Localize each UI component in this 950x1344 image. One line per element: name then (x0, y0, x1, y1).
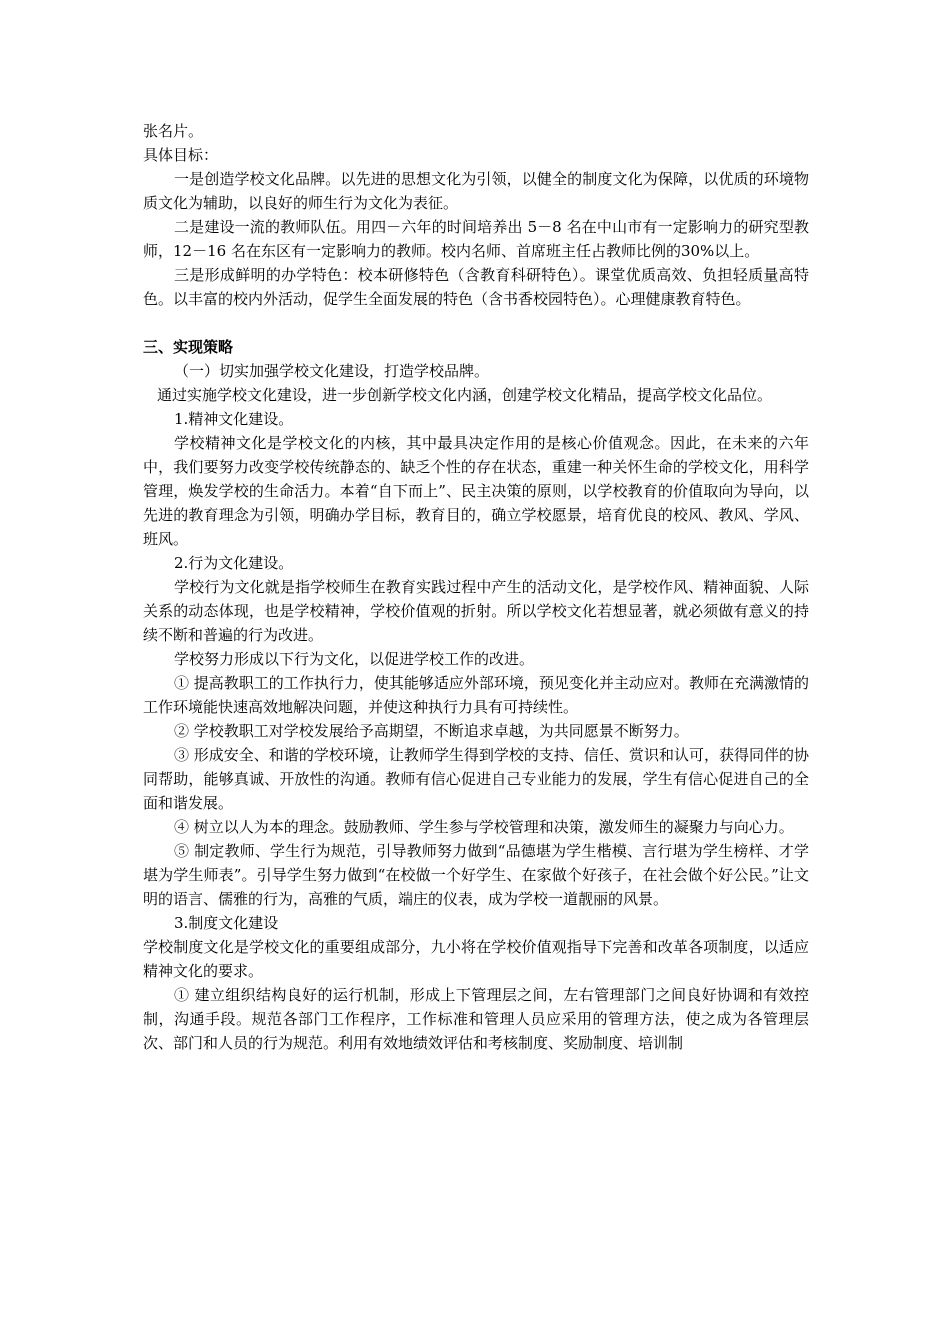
paragraph: 张名片。 (143, 122, 204, 140)
list-item: ② 学校教职工对学校发展给予高期望，不断追求卓越，为共同愿景不断努力。 (174, 722, 689, 740)
section-heading-strategy: 三、实现策略 (143, 338, 234, 356)
paragraph: 通过实施学校文化建设，进一步创新学校文化内涵，创建学校文化精品，提高学校文化品位。 (157, 386, 773, 404)
list-item: ⑤ 制定教师、学生行为规范，引导教师努力做到“品德堪为学生楷模、言行堪为学生榜样、才学堪为学生师表”。引导学生努力做到“在校做一个好学生、在家做个好孩子，在社会做个好公民。”让文明的语言、儒雅的行为，高雅的气质，端庄的仪表，成为学校一道靓丽的风景。 (143, 842, 809, 908)
paragraph: 学校精神文化是学校文化的内核，其中最具决定作用的是核心价值观念。因此，在未来的六年中，我们要努力改变学校传统静态的、缺乏个性的存在状态，重建一种关怀生命的学校文化，用科学管理，焕发学校的生命活力。本着“自下而上”、民主决策的原则，以学校教育的价值取向为导向，以先进的教育理念为引领，明确办学目标，教育目的，确立学校愿景，培育优良的校风、教风、学风、班风。 (143, 434, 809, 548)
list-item: ④ 树立以人为本的理念。鼓励教师、学生参与学校管理和决策，激发师生的凝聚力与向心力。 (174, 818, 794, 836)
item-heading-system-culture: 3.制度文化建设 (174, 914, 279, 932)
paragraph-goal-1: 一是创造学校文化品牌。以先进的思想文化为引领，以健全的制度文化为保障，以优质的环境物质文化为辅助，以良好的师生行为文化为表征。 (143, 170, 809, 212)
paragraph-goal-3: 三是形成鲜明的办学特色：校本研修特色（含教育科研特色）。课堂优质高效、负担轻质量高特色。以丰富的校内外活动，促学生全面发展的特色（含书香校园特色）。心理健康教育特色。 (143, 266, 809, 308)
paragraph: 学校努力形成以下行为文化，以促进学校工作的改进。 (174, 650, 535, 668)
paragraph: 学校行为文化就是指学校师生在教育实践过程中产生的活动文化，是学校作风、精神面貌、人际关系的动态体现，也是学校精神，学校价值观的折射。所以学校文化若想显著，就必须做有意义的持续不断和普遍的行为改进。 (143, 578, 809, 644)
subheading-specific-goals: 具体目标： (143, 146, 219, 164)
list-item: ① 提高教职工的工作执行力，使其能够适应外部环境，预见变化并主动应对。教师在充满激情的工作环境能快速高效地解决问题，并使这种执行力具有可持续性。 (143, 674, 809, 716)
document-body (143, 119, 809, 1055)
item-heading-spirit-culture: 1.精神文化建设。 (174, 410, 294, 428)
paragraph-goal-2: 二是建设一流的教师队伍。用四－六年的时间培养出 5－8 名在中山市有一定影响力的研究型教师，12－16 名在东区有一定影响力的教师。校内名师、首席班主任占教师比例的30%以上。 (143, 218, 809, 260)
list-item: ① 建立组织结构良好的运行机制，形成上下管理层之间，左右管理部门之间良好协调和有效控制，沟通手段。规范各部门工作程序，工作标准和管理人员应采用的管理方法，使之成为各管理层次、部门和人员的行为规范。利用有效地绩效评估和考核制度、奖励制度、培训制 (143, 986, 809, 1052)
subsection-heading-1: （一）切实加强学校文化建设，打造学校品牌。 (174, 362, 490, 380)
item-heading-behavior-culture: 2.行为文化建设。 (174, 554, 294, 572)
paragraph: 学校制度文化是学校文化的重要组成部分，九小将在学校价值观指导下完善和改革各项制度，以适应精神文化的要求。 (143, 938, 809, 980)
list-item: ③ 形成安全、和谐的学校环境，让教师学生得到学校的支持、信任、赏识和认可，获得同伴的协同帮助，能够真诚、开放性的沟通。教师有信心促进自己专业能力的发展，学生有信心促进自己的全面和谐发展。 (143, 746, 809, 812)
